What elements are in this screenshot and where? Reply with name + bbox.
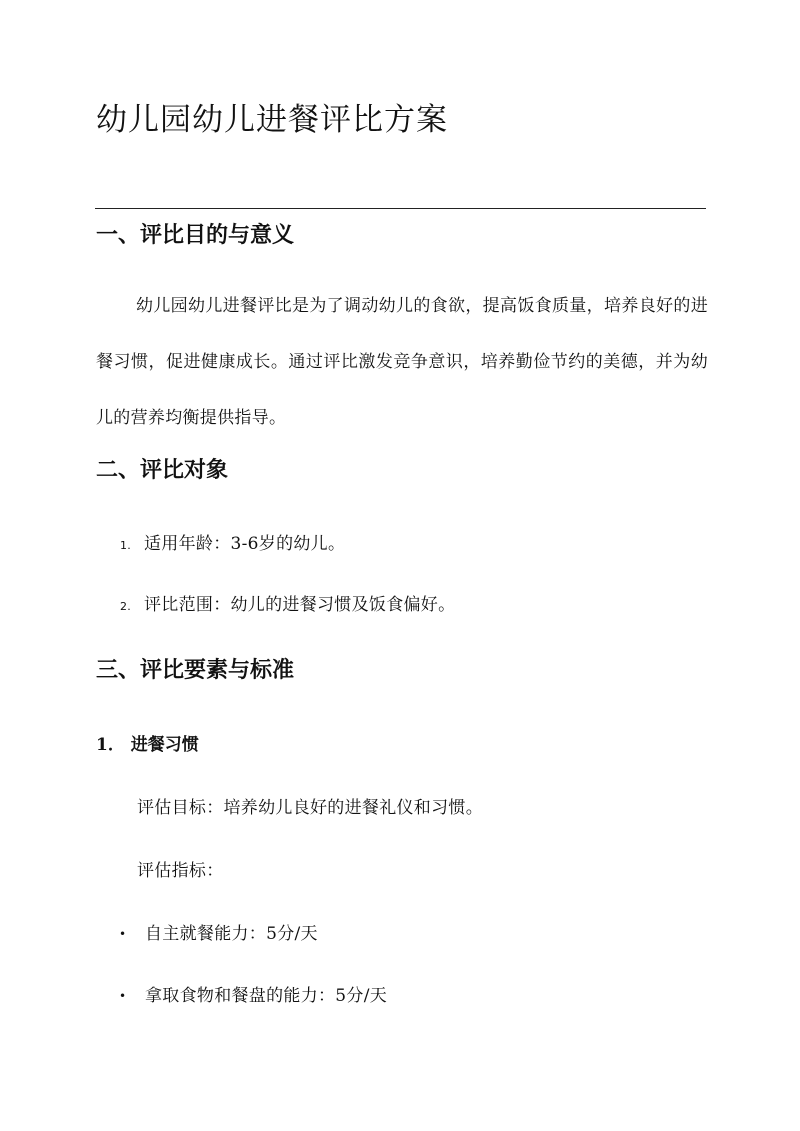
assessment-goal: 评估目标：培养幼儿良好的进餐礼仪和习惯。 — [137, 798, 483, 818]
list-item-text: 适用年龄：3-6岁的幼儿。 — [144, 534, 346, 554]
list-item — [120, 530, 345, 560]
list-number: 2. — [120, 600, 132, 613]
subsection-heading-eating-habits: 1． 进餐习惯 — [96, 735, 199, 755]
bullet-icon: • — [119, 927, 127, 941]
section-heading-target: 二、评比对象 — [96, 457, 229, 483]
title-divider — [95, 208, 706, 209]
list-item — [119, 982, 387, 1010]
document-title: 幼儿园幼儿进餐评比方案 — [96, 102, 448, 138]
list-item — [120, 591, 455, 621]
section-heading-criteria: 三、评比要素与标准 — [96, 657, 295, 683]
purpose-paragraph: 幼儿园幼儿进餐评比是为了调动幼儿的食欲，提高饭食质量，培养良好的进餐习惯，促进健康成长。通过评比激发竞争意识，培养勤俭节约的美德，并为幼儿的营养均衡提供指导。 — [96, 296, 708, 428]
assessment-indicators-label: 评估指标： — [137, 861, 224, 881]
list-item-text: 评比范围：幼儿的进餐习惯及饭食偏好。 — [144, 595, 456, 615]
bullet-icon: • — [119, 989, 127, 1003]
section-heading-purpose: 一、评比目的与意义 — [96, 222, 295, 248]
list-item-text: 自主就餐能力：5分/天 — [145, 924, 318, 944]
list-number: 1. — [120, 539, 132, 552]
list-item-text: 拿取食物和餐盘的能力：5分/天 — [145, 986, 388, 1006]
list-item — [119, 920, 318, 948]
